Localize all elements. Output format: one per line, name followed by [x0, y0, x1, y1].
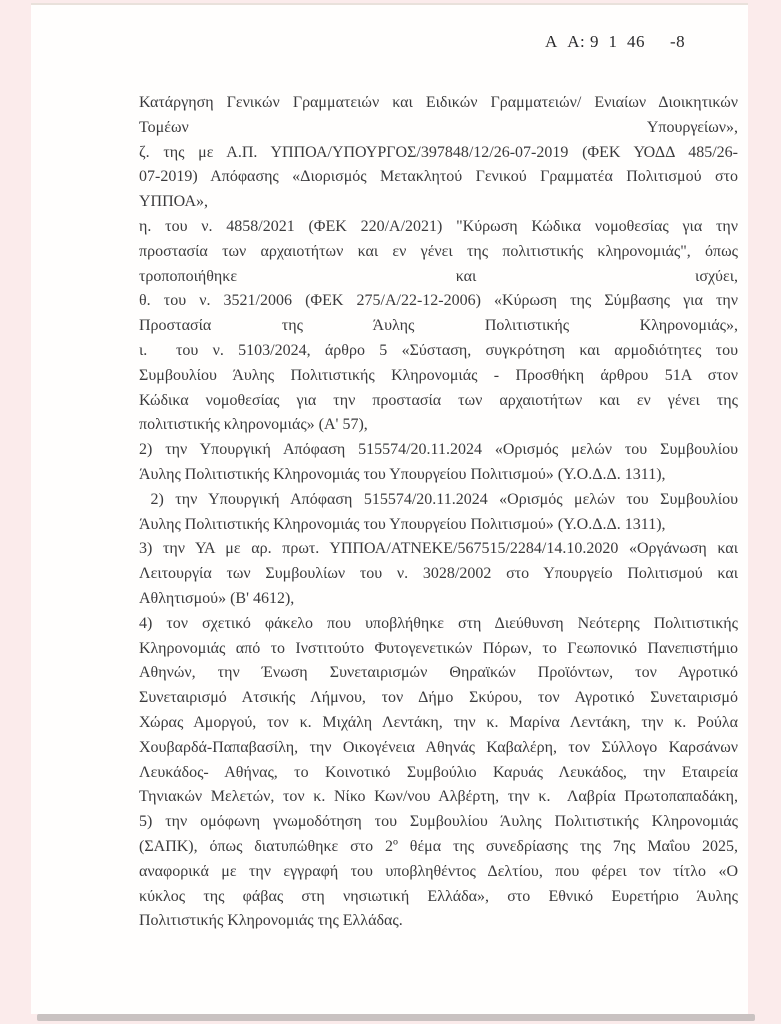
document-page: [31, 3, 748, 1014]
ada-header: [31, 32, 748, 56]
text-line: θ. του ν. 3521/2006 (ΦΕΚ 275/Α/22-12-2006) «Κύρωση της Σύμβασης για την: [139, 292, 738, 310]
text-line: Προστασία της Άυλης Πολιτιστικής Κληρονομιάς»,: [139, 317, 738, 335]
text-line: 2) την Υπουργική Απόφαση 515574/20.11.2024 «Ορισμός μελών του Συμβουλίου: [139, 490, 738, 508]
text-line: 3) την ΥΑ με αρ. πρωτ. ΥΠΠΟΑ/ΑΤΝΕΚΕ/567515/2284/14.10.2020 «Οργάνωση και: [139, 540, 738, 558]
text-line: Πολιτιστικής Κληρονομιάς της Ελλάδας.: [139, 912, 403, 930]
text-line: πολιτιστικής κληρονομιάς» (Α' 57),: [139, 416, 368, 434]
text-line: Χώρας Αμοργού, τον κ. Μιχάλη Λεντάκη, την κ. Μαρίνα Λεντάκη, την κ. Ρούλα: [139, 713, 738, 731]
text-line: τροποποιήθηκε και ισχύει,: [139, 267, 738, 285]
text-line: Συμβουλίου Άυλης Πολιτιστικής Κληρονομιάς - Προσθήκη άρθρου 51Α στον: [139, 366, 738, 384]
text-line: Αθλητισμού» (Β' 4612),: [139, 589, 295, 607]
text-line: Τομέων Υπουργείων»,: [139, 118, 738, 136]
text-line: Συνεταιρισμό Ατσικής Λήμνου, τον Δήμο Σκύρου, τον Αγροτικό Συνεταιρισμό: [139, 689, 738, 707]
text-line: Άυλης Πολιτιστικής Κληρονομιάς του Υπουργείου Πολιτισμού» (Υ.Ο.Δ.Δ. 1311),: [139, 465, 666, 483]
text-line: Τηνιακών Μελετών, τον κ. Νίκο Κων/νου Αλβέρτη, την κ. Λαβρία Πρωτοπαπαδάκη,: [139, 788, 738, 806]
text-line: 2) την Υπουργική Απόφαση 515574/20.11.2024 «Ορισμός μελών του Συμβουλίου: [139, 441, 738, 459]
page-bottom-shadow-edge: [37, 1014, 755, 1021]
text-line: ι. του ν. 5103/2024, άρθρο 5 «Σύσταση, συγκρότηση και αρμοδιότητες του: [139, 341, 738, 359]
text-line: κύκλος της φάβας στη νησιωτική Ελλάδα», στο Εθνικό Ευρετήριο Άυλης: [139, 887, 738, 905]
text-line: 4) τον σχετικό φάκελο που υποβλήθηκε στη Διεύθυνση Νεότερης Πολιτιστικής: [139, 614, 738, 632]
text-line: Λευκάδος- Αθήνας, το Κοινοτικό Συμβούλιο Καρυάς Λευκάδος, την Εταιρεία: [139, 763, 738, 781]
text-line: 5) την ομόφωνη γνωμοδότηση του Συμβουλίου Άυλης Πολιτιστικής Κληρονομιάς: [139, 813, 738, 831]
text-line: ΥΠΠΟΑ»,: [139, 193, 209, 211]
text-line: Κληρονομιάς από το Ινστιτούτο Φυτογενετικών Πόρων, το Γεωπονικό Πανεπιστήμιο: [139, 639, 738, 657]
text-line: (ΣΑΠΚ), όπως διατυπώθηκε στο 2º θέμα της συνεδρίασης της 7ης Μαΐου 2025,: [139, 837, 738, 855]
text-line: η. του ν. 4858/2021 (ΦΕΚ 220/Α/2021) "Κύρωση Κώδικα νομοθεσίας για την: [139, 217, 738, 235]
text-line: Αθηνών, την Ένωση Συνεταιρισμών Θηραϊκών Προϊόντων, τον Αγροτικό: [139, 664, 738, 682]
text-line: Κατάργηση Γενικών Γραμματειών και Ειδικών Γραμματειών/ Ενιαίων Διοικητικών: [139, 94, 738, 111]
text-line: Λειτουργία των Συμβουλίων του ν. 3028/2002 στο Υπουργείο Πολιτισμού και: [139, 565, 738, 583]
text-line: προστασία των αρχαιοτήτων και εν γένει της πολιτιστικής κληρονομιάς", όπως: [139, 242, 738, 260]
ada-suffix: -8: [670, 32, 686, 51]
text-line: αναφορικά με την εγγραφή του υποβληθέντος Δελτίου, που φέρει τον τίτλο «Ο: [139, 862, 738, 880]
text-line: ζ. της με Α.Π. ΥΠΠΟΑ/ΥΠΟΥΡΓΟΣ/397848/12/26-07-2019 (ΦΕΚ ΥΟΔΔ 485/26-: [139, 143, 738, 161]
ada-code: Α Α: 9 1 46: [545, 32, 646, 51]
text-line: Χουβαρδά-Παπαβασίλη, την Οικογένεια Αθηνάς Καβαλέρη, τον Σύλλογο Καρσάνων: [139, 738, 738, 756]
text-line: Άυλης Πολιτιστικής Κληρονομιάς του Υπουργείου Πολιτισμού» (Υ.Ο.Δ.Δ. 1311),: [139, 515, 666, 533]
text-line: Κώδικα νομοθεσίας για την προστασία των αρχαιοτήτων και εν γένει της: [139, 391, 738, 409]
document-text-block: [139, 91, 738, 934]
text-line: 07-2019) Απόφασης «Διορισμός Μετακλητού Γενικού Γραμματέα Πολιτισμού στο: [139, 168, 738, 186]
